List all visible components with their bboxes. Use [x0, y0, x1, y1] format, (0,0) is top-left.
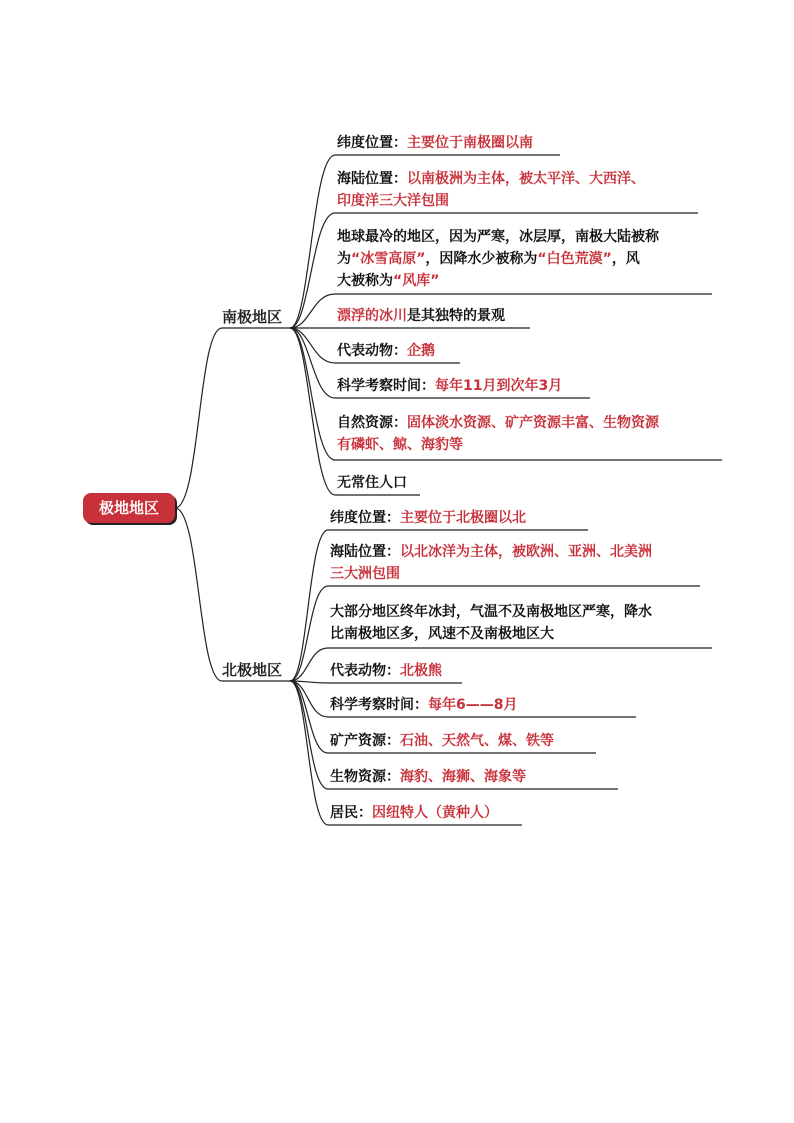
label: 海陆位置：: [337, 171, 407, 187]
root-to-south-line: [175, 328, 290, 508]
value-line1: 固体淡水资源、矿产资源丰富、生物资源: [407, 415, 659, 431]
text: 是其独特的景观: [407, 308, 505, 324]
label: 纬度位置：: [330, 510, 400, 526]
branch-south-polar: 南极地区: [222, 308, 283, 326]
value-line1: 以南极洲为主体，被太平洋、大西洋、: [407, 171, 645, 187]
north-land-sea: [330, 541, 652, 585]
label: 自然资源：: [337, 415, 407, 431]
value: 每年11月到次年3月: [435, 378, 563, 394]
value: 主要位于南极圈以南: [407, 135, 533, 151]
branch-north-polar: 北极地区: [222, 661, 283, 679]
text: ，风: [611, 251, 640, 267]
value-line2: 印度洋三大洋包围: [337, 193, 449, 209]
north-latitude: [330, 507, 526, 529]
text: 无常住人口: [337, 475, 407, 491]
value: 每年6——8月: [428, 697, 518, 713]
text-line2: 比南极地区多，风速不及南极地区大: [330, 626, 554, 642]
text-line1: 地球最冷的地区，因为严寒，冰层厚，南极大陆被称: [337, 229, 659, 245]
north-climate: [330, 601, 652, 645]
north-minerals: [330, 730, 554, 752]
north-residents: [330, 802, 498, 824]
label: 居民：: [330, 805, 372, 821]
south-population: [337, 472, 407, 494]
label: 科学考察时间：: [330, 697, 428, 713]
text-line1: 大部分地区终年冰封，气温不及南极地区严寒，降水: [330, 604, 652, 620]
white-desert: “白色荒漠”: [537, 251, 612, 267]
text: ，因降水少被称为: [425, 251, 538, 267]
text: 大被称为: [337, 273, 393, 289]
value-line2: 有磷虾、鲸、海豹等: [337, 437, 463, 453]
value: 因纽特人（黄种人）: [372, 805, 498, 821]
wind-store: “风库”: [393, 273, 440, 289]
value: 企鹅: [407, 343, 435, 359]
label: 科学考察时间：: [337, 378, 435, 394]
label: 代表动物：: [330, 663, 400, 679]
south-latitude: [337, 132, 533, 154]
label: 纬度位置：: [337, 135, 407, 151]
value: 主要位于北极圈以北: [400, 510, 526, 526]
label: 生物资源：: [330, 769, 400, 785]
north-biology: [330, 766, 526, 788]
south-floating-glacier: [337, 305, 505, 327]
south-coldest-region: [337, 226, 659, 292]
value-line2: 三大洲包围: [330, 566, 400, 582]
south-land-sea: [337, 168, 645, 212]
value-line1: 以北冰洋为主体，被欧洲、亚洲、北美洲: [400, 544, 652, 560]
north-survey-time: [330, 694, 517, 716]
label: 代表动物：: [337, 343, 407, 359]
north-animal: [330, 660, 442, 682]
value: 石油、天然气、煤、铁等: [400, 733, 554, 749]
label: 矿产资源：: [330, 733, 400, 749]
value: 北极熊: [400, 663, 442, 679]
south-survey-time: [337, 375, 562, 397]
text: 为: [337, 251, 351, 267]
south-animal: [337, 340, 435, 362]
ice-plateau: “冰雪高原”: [351, 251, 426, 267]
highlight: 漂浮的冰川: [337, 308, 407, 324]
root-node: 极地地区: [83, 493, 175, 523]
label: 海陆位置：: [330, 544, 400, 560]
root-to-north-line: [175, 508, 290, 681]
value: 海豹、海狮、海象等: [400, 769, 526, 785]
south-resources: [337, 412, 659, 456]
